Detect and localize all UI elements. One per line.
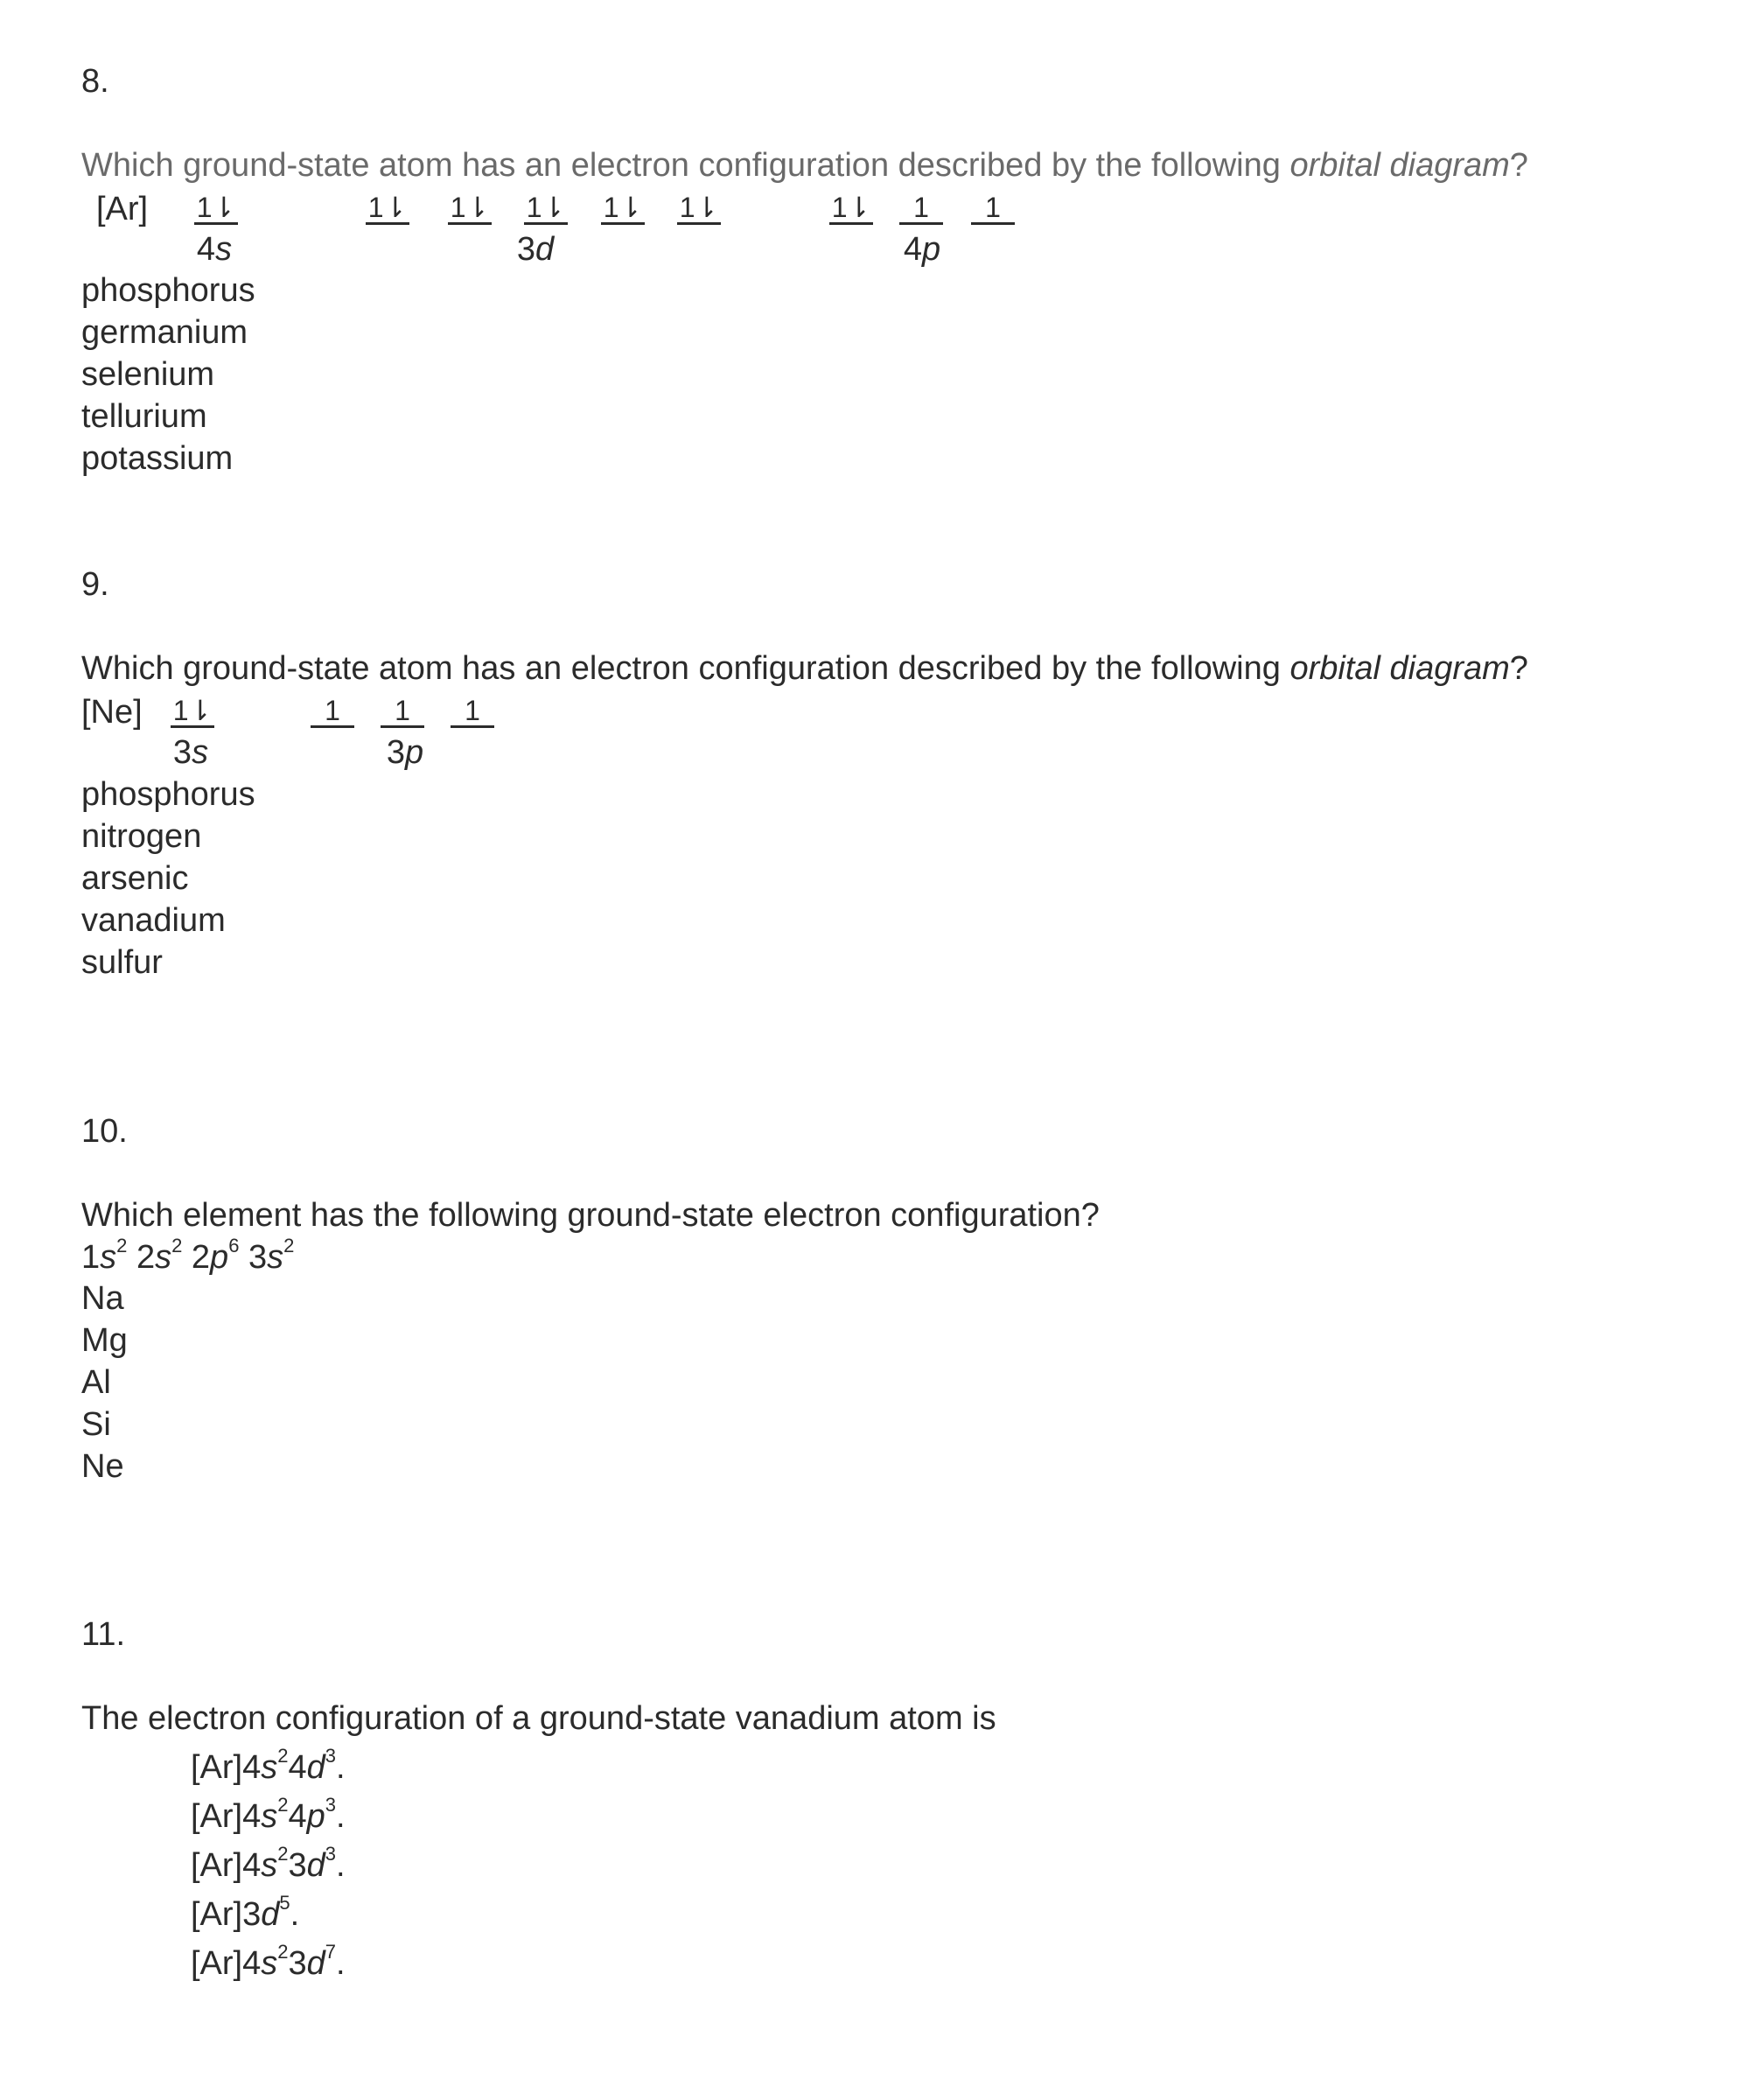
q8-orbital-3d-1: 1⇂	[366, 192, 409, 225]
q11-option-5[interactable]: $[Ar]4s^23d^7$.	[191, 1941, 346, 1982]
q9-option-3[interactable]: arsenic	[81, 860, 189, 897]
q8-number: 8.	[81, 63, 109, 100]
q10-question: Which element has the following ground-state electron configuration?	[81, 1197, 1100, 1234]
q8-orbital-3d-2: 1⇂	[448, 192, 492, 225]
q10-option-2[interactable]: Mg	[81, 1322, 128, 1359]
q10-number: 10.	[81, 1113, 128, 1150]
q8-orbital-4p-3: 1	[971, 192, 1015, 225]
q8-core: [Ar]	[96, 191, 149, 228]
q11-option-3[interactable]: $[Ar]4s^23d^3$.	[191, 1843, 346, 1884]
q11-option-1[interactable]: $[Ar]4s^24d^3$.	[191, 1745, 346, 1786]
q8-label-3d: 3d	[516, 231, 555, 268]
q8-option-1[interactable]: phosphorus	[81, 272, 255, 309]
q9-label-3p: 3p	[386, 734, 424, 771]
q8-orbital-3d-5: 1⇂	[677, 192, 721, 225]
q10-config-term-1: $1s^2$	[81, 1235, 128, 1276]
q11-option-2[interactable]: $[Ar]4s^24p^3$.	[191, 1794, 346, 1835]
q11-options	[191, 1743, 346, 1988]
q10-config-term-3: $2p^6$	[191, 1235, 240, 1276]
q10-config-term-2: $2s^2$	[136, 1235, 183, 1276]
q9-options	[81, 774, 255, 984]
q9-core: [Ne]	[81, 694, 143, 731]
q9-question-italic: orbital diagram	[1289, 650, 1510, 687]
q9-option-5[interactable]: sulfur	[81, 944, 163, 981]
q10-option-4[interactable]: Si	[81, 1406, 111, 1443]
q9-orbital-3p-1: 1	[311, 696, 354, 728]
q9-option-4[interactable]: vanadium	[81, 902, 226, 939]
q9-orbital-3p-3: 1	[451, 696, 494, 728]
q10-config	[81, 1237, 294, 1278]
q11-number: 11.	[81, 1616, 126, 1653]
q10-config-term-4: $3s^2$	[248, 1235, 295, 1276]
q11-question: The electron configuration of a ground-state vanadium atom is	[81, 1700, 996, 1737]
q8-orbital-3d-4: 1⇂	[601, 192, 645, 225]
q8-label-4s: 4s	[196, 231, 233, 268]
q9-option-1[interactable]: phosphorus	[81, 776, 255, 813]
q8-orbital-4p-1: 1⇂	[829, 192, 873, 225]
q8-orbital-4s: 1⇂	[194, 192, 238, 225]
q9-label-3s: 3s	[172, 734, 209, 771]
q9-question	[81, 648, 1528, 689]
q9-option-2[interactable]: nitrogen	[81, 818, 202, 855]
q8-option-4[interactable]: tellurium	[81, 398, 207, 435]
q10-option-5[interactable]: Ne	[81, 1448, 124, 1485]
q8-option-3[interactable]: selenium	[81, 356, 215, 393]
q8-label-4p: 4p	[903, 231, 941, 268]
q8-question-text: Which ground-state atom has an electron configuration described by the following	[81, 147, 1290, 184]
q9-orbital-3s: 1⇂	[171, 696, 214, 728]
q11-option-4[interactable]: $[Ar]3d^5$.	[191, 1892, 300, 1933]
q8-question-italic: orbital diagram	[1289, 147, 1510, 184]
q8-question-end: ?	[1509, 147, 1528, 184]
q8-option-5[interactable]: potassium	[81, 440, 234, 477]
q8-options	[81, 270, 255, 480]
q10-option-3[interactable]: Al	[81, 1364, 111, 1401]
q8-option-2[interactable]: germanium	[81, 314, 248, 351]
q9-number: 9.	[81, 566, 109, 603]
q8-question	[81, 145, 1528, 186]
q8-orbital-4p-2: 1	[899, 192, 943, 225]
q8-orbital-3d-3: 1⇂	[524, 192, 568, 225]
q9-question-text: Which ground-state atom has an electron configuration described by the following	[81, 650, 1290, 687]
q10-option-1[interactable]: Na	[81, 1280, 124, 1317]
q9-orbital-3p-2: 1	[381, 696, 424, 728]
q9-question-end: ?	[1509, 650, 1528, 687]
q10-options	[81, 1278, 128, 1488]
